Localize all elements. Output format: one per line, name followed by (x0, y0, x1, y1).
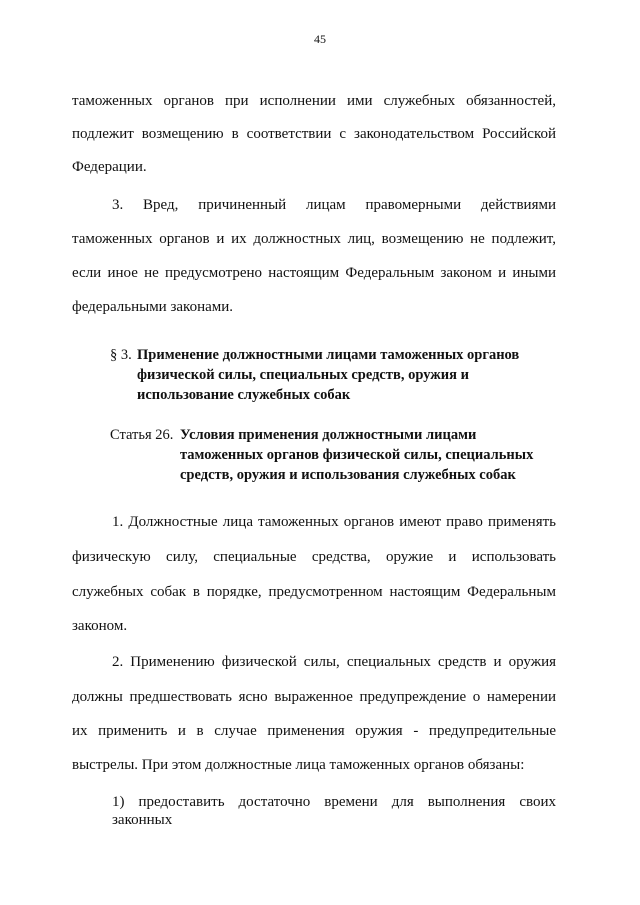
page-number: 45 (314, 32, 326, 46)
body-line: законом. (72, 618, 128, 634)
body-line: таможенных органов при исполнении ими служебных обязанностей, (72, 93, 556, 109)
section-title-line: физической силы, специальных средств, оружия и (137, 367, 469, 383)
body-line: служебных собак в порядке, предусмотренном настоящим Федеральным (72, 584, 556, 600)
article-label: Статья 26. (110, 427, 174, 443)
body-line: выстрелы. При этом должностные лица таможенных органов обязаны: (72, 757, 525, 773)
section-title-line: Применение должностными лицами таможенных органов (137, 347, 520, 363)
body-line: 3. Вред, причиненный лицам правомерными действиями (112, 197, 556, 213)
body-line: 1) предоставить достаточно времени для выполнения своих законных (112, 794, 556, 828)
body-line: Федерации. (72, 159, 147, 175)
section-title-line: использование служебных собак (137, 387, 351, 403)
section-label: § 3. (110, 347, 132, 363)
article-title-line: Условия применения должностными лицами (180, 427, 477, 443)
body-line: их применить и в случае применения оружия - предупредительные (72, 723, 556, 739)
body-line: должны предшествовать ясно выраженное предупреждение о намерении (72, 689, 556, 705)
body-line: 2. Применению физической силы, специальных средств и оружия (112, 654, 556, 670)
article-title-line: таможенных органов физической силы, специальных (180, 447, 534, 463)
body-line: подлежит возмещению в соответствии с законодательством Российской (72, 126, 556, 142)
article-title-line: средств, оружия и использования служебных собак (180, 467, 516, 483)
body-line: таможенных органов и их должностных лиц, возмещению не подлежит, (72, 231, 556, 247)
body-line: 1. Должностные лица таможенных органов имеют право применять (112, 514, 556, 530)
body-line: если иное не предусмотрено настоящим Федеральным законом и иными (72, 265, 556, 281)
body-line: федеральными законами. (72, 299, 234, 315)
body-line: физическую силу, специальные средства, оружие и использовать (72, 549, 556, 565)
